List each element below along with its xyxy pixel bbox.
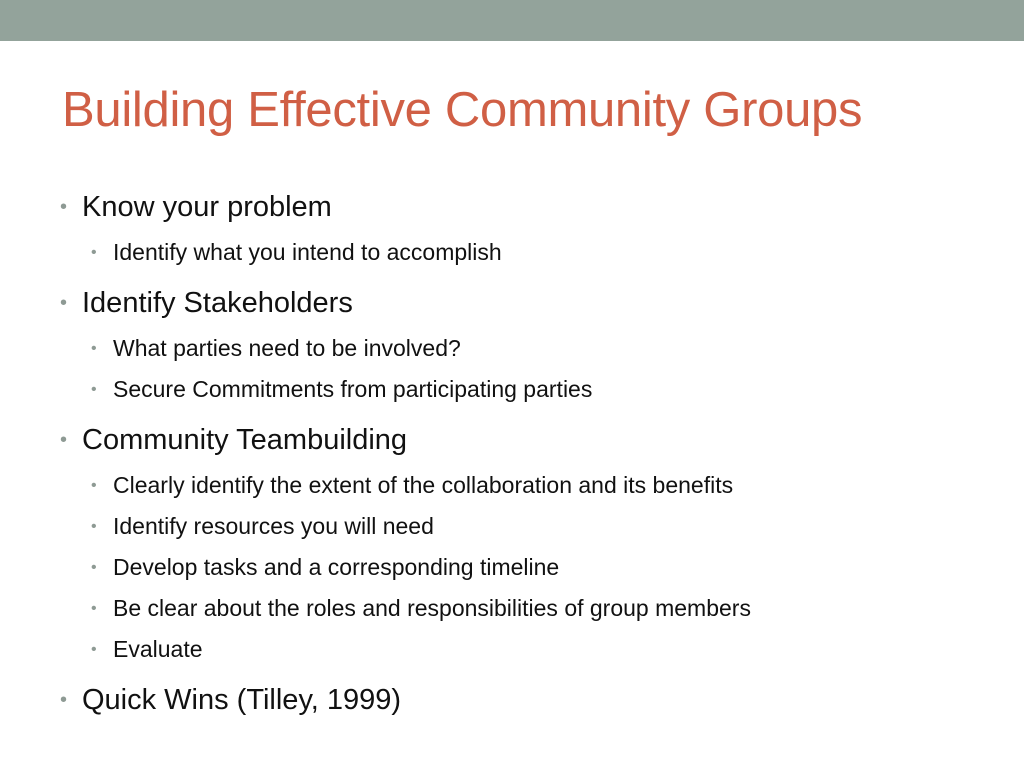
sub-bullet-icon: • <box>91 244 97 261</box>
sub-bullet-icon: • <box>91 340 97 357</box>
sub-bullet-icon: • <box>91 559 97 576</box>
bullet-item <box>60 187 1000 273</box>
bullet-text: Identify Stakeholders <box>82 287 353 319</box>
sub-bullet-icon: • <box>91 477 97 494</box>
top-accent-bar <box>0 0 1024 41</box>
sub-bullet-text: Evaluate <box>113 636 203 662</box>
bullet-item <box>60 680 1000 720</box>
bullet-icon: • <box>60 429 68 451</box>
bullet-text: Know your problem <box>82 191 332 223</box>
sub-bullet-text: Clearly identify the extent of the collaboration and its benefits <box>113 472 734 498</box>
sub-bullet-text: Identify resources you will need <box>113 513 434 539</box>
sub-bullet-list <box>82 232 1000 273</box>
bullet-item <box>60 283 1000 410</box>
bullet-text: Quick Wins (Tilley, 1999) <box>82 684 402 716</box>
sub-bullet-list <box>82 465 1000 670</box>
sub-bullet-icon: • <box>91 518 97 535</box>
sub-bullet-item <box>82 369 1000 410</box>
sub-bullet-item <box>82 328 1000 369</box>
sub-bullet-item <box>82 588 1000 629</box>
sub-bullet-text: Secure Commitments from participating parties <box>113 376 593 402</box>
bullet-icon: • <box>60 292 68 314</box>
sub-bullet-item <box>82 547 1000 588</box>
sub-bullet-text: Develop tasks and a corresponding timeline <box>113 554 560 580</box>
sub-bullet-item <box>82 465 1000 506</box>
sub-bullet-item <box>82 506 1000 547</box>
sub-bullet-icon: • <box>91 381 97 398</box>
slide-title: Building Effective Community Groups <box>62 83 863 137</box>
bullet-item <box>60 420 1000 670</box>
sub-bullet-text: What parties need to be involved? <box>113 335 461 361</box>
sub-bullet-item <box>82 232 1000 273</box>
sub-bullet-icon: • <box>91 600 97 617</box>
sub-bullet-item <box>82 629 1000 670</box>
bullet-icon: • <box>60 196 68 218</box>
sub-bullet-text: Be clear about the roles and responsibilities of group members <box>113 595 751 621</box>
sub-bullet-icon: • <box>91 641 97 658</box>
sub-bullet-list <box>82 328 1000 410</box>
bullet-list <box>60 187 1000 720</box>
sub-bullet-text: Identify what you intend to accomplish <box>113 239 502 265</box>
bullet-text: Community Teambuilding <box>82 424 408 456</box>
bullet-icon: • <box>60 689 68 711</box>
